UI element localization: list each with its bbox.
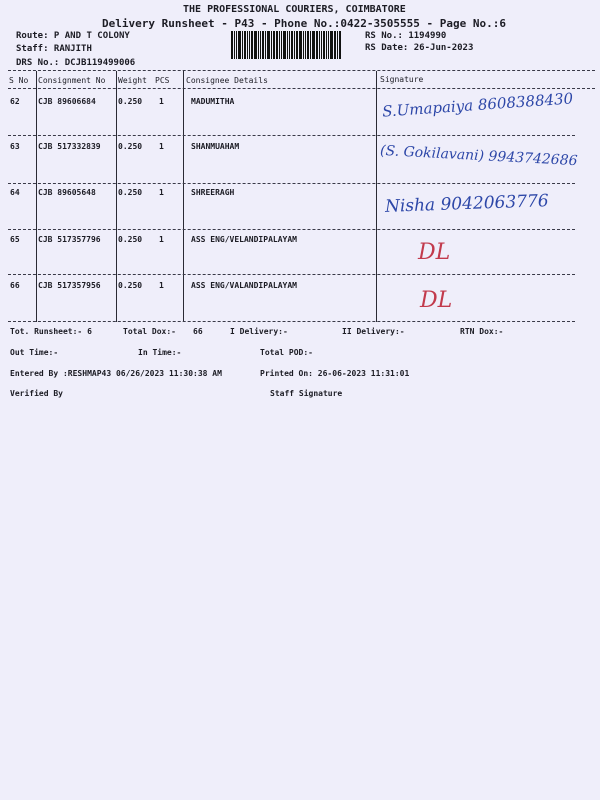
company-name: THE PROFESSIONAL COURIERS, COIMBATORE — [183, 4, 406, 15]
rs-date: RS Date: 26-Jun-2023 — [365, 43, 474, 53]
row-pcs: 1 — [159, 235, 164, 244]
table-top-divider — [8, 70, 595, 71]
drs-number: DRS No.: DCJB119499006 — [16, 58, 136, 68]
row-consignee: MADUMITHA — [191, 97, 235, 106]
col-divider — [116, 71, 117, 322]
row-pcs: 1 — [159, 142, 164, 151]
col-header-consignee: Consignee Details — [186, 76, 268, 85]
row-pcs: 1 — [159, 97, 164, 106]
header-divider — [8, 88, 595, 89]
row-consignee: ASS ENG/VELANDIPALAYAM — [191, 235, 297, 244]
row-pcs: 1 — [159, 281, 164, 290]
out-time: Out Time:- — [10, 348, 59, 357]
staff-signature: Staff Signature — [270, 389, 343, 398]
row-consignment: CJB 517357796 — [38, 235, 101, 244]
tot-runsheet: Tot. Runsheet:- 6 — [10, 327, 92, 336]
row-weight: 0.250 — [118, 281, 143, 290]
row-signature: S.Umapaiya 8608388430 — [381, 89, 574, 121]
row-divider — [8, 183, 575, 184]
table-bottom-divider — [8, 321, 575, 322]
row-weight: 0.250 — [118, 188, 143, 197]
row-consignment: CJB 517332839 — [38, 142, 101, 151]
row-consignee: SHREERAGH — [191, 188, 235, 197]
ii-delivery: II Delivery:- — [342, 327, 405, 336]
rtn-dox: RTN Dox:- — [460, 327, 504, 336]
staff-label: Staff: RANJITH — [16, 44, 92, 54]
rs-number: RS No.: 1194990 — [365, 31, 447, 41]
verified-by: Verified By — [10, 389, 63, 398]
row-consignment: CJB 89606684 — [38, 97, 96, 106]
barcode — [231, 31, 342, 59]
total-dox-value: 66 — [193, 327, 203, 336]
row-divider — [8, 135, 575, 136]
entered-by: Entered By :RESHMAP43 06/26/2023 11:30:38 AM — [10, 369, 222, 378]
col-header-weight: Weight — [118, 76, 147, 85]
row-divider — [8, 274, 575, 275]
row-sno: 62 — [10, 97, 20, 106]
total-pod: Total POD:- — [260, 348, 313, 357]
row-weight: 0.250 — [118, 235, 143, 244]
row-signature: (S. Gokilavani) 9943742686 — [379, 142, 578, 170]
row-sno: 65 — [10, 235, 20, 244]
i-delivery: I Delivery:- — [230, 327, 288, 336]
row-consignee: ASS ENG/VALANDIPALAYAM — [191, 281, 297, 290]
col-header-pcs: PCS — [155, 76, 170, 85]
col-divider — [36, 71, 37, 322]
row-signature: DL — [420, 288, 453, 313]
route-label: Route: P AND T COLONY — [16, 31, 130, 41]
total-dox-label: Total Dox:- — [123, 327, 176, 336]
col-divider — [376, 71, 377, 322]
printed-on: Printed On: 26-06-2023 11:31:01 — [260, 369, 410, 378]
col-divider — [183, 71, 184, 322]
in-time: In Time:- — [138, 348, 182, 357]
row-divider — [8, 229, 575, 230]
row-sno: 63 — [10, 142, 20, 151]
row-consignment: CJB 89605648 — [38, 188, 96, 197]
col-header-signature: Signature — [380, 75, 424, 84]
row-sno: 64 — [10, 188, 20, 197]
row-signature: DL — [418, 240, 451, 265]
row-weight: 0.250 — [118, 142, 143, 151]
row-weight: 0.250 — [118, 97, 143, 106]
col-header-sno: S No — [9, 76, 29, 85]
row-consignment: CJB 517357956 — [38, 281, 101, 290]
row-signature: Nisha 9042063776 — [384, 191, 549, 217]
row-consignee: SHANMUAHAM — [191, 142, 240, 151]
row-pcs: 1 — [159, 188, 164, 197]
runsheet-title: Delivery Runsheet - P43 - Phone No.:0422-3505555 - Page No.:6 — [102, 17, 506, 30]
col-header-consignment: Consignment No — [38, 76, 106, 85]
row-sno: 66 — [10, 281, 20, 290]
